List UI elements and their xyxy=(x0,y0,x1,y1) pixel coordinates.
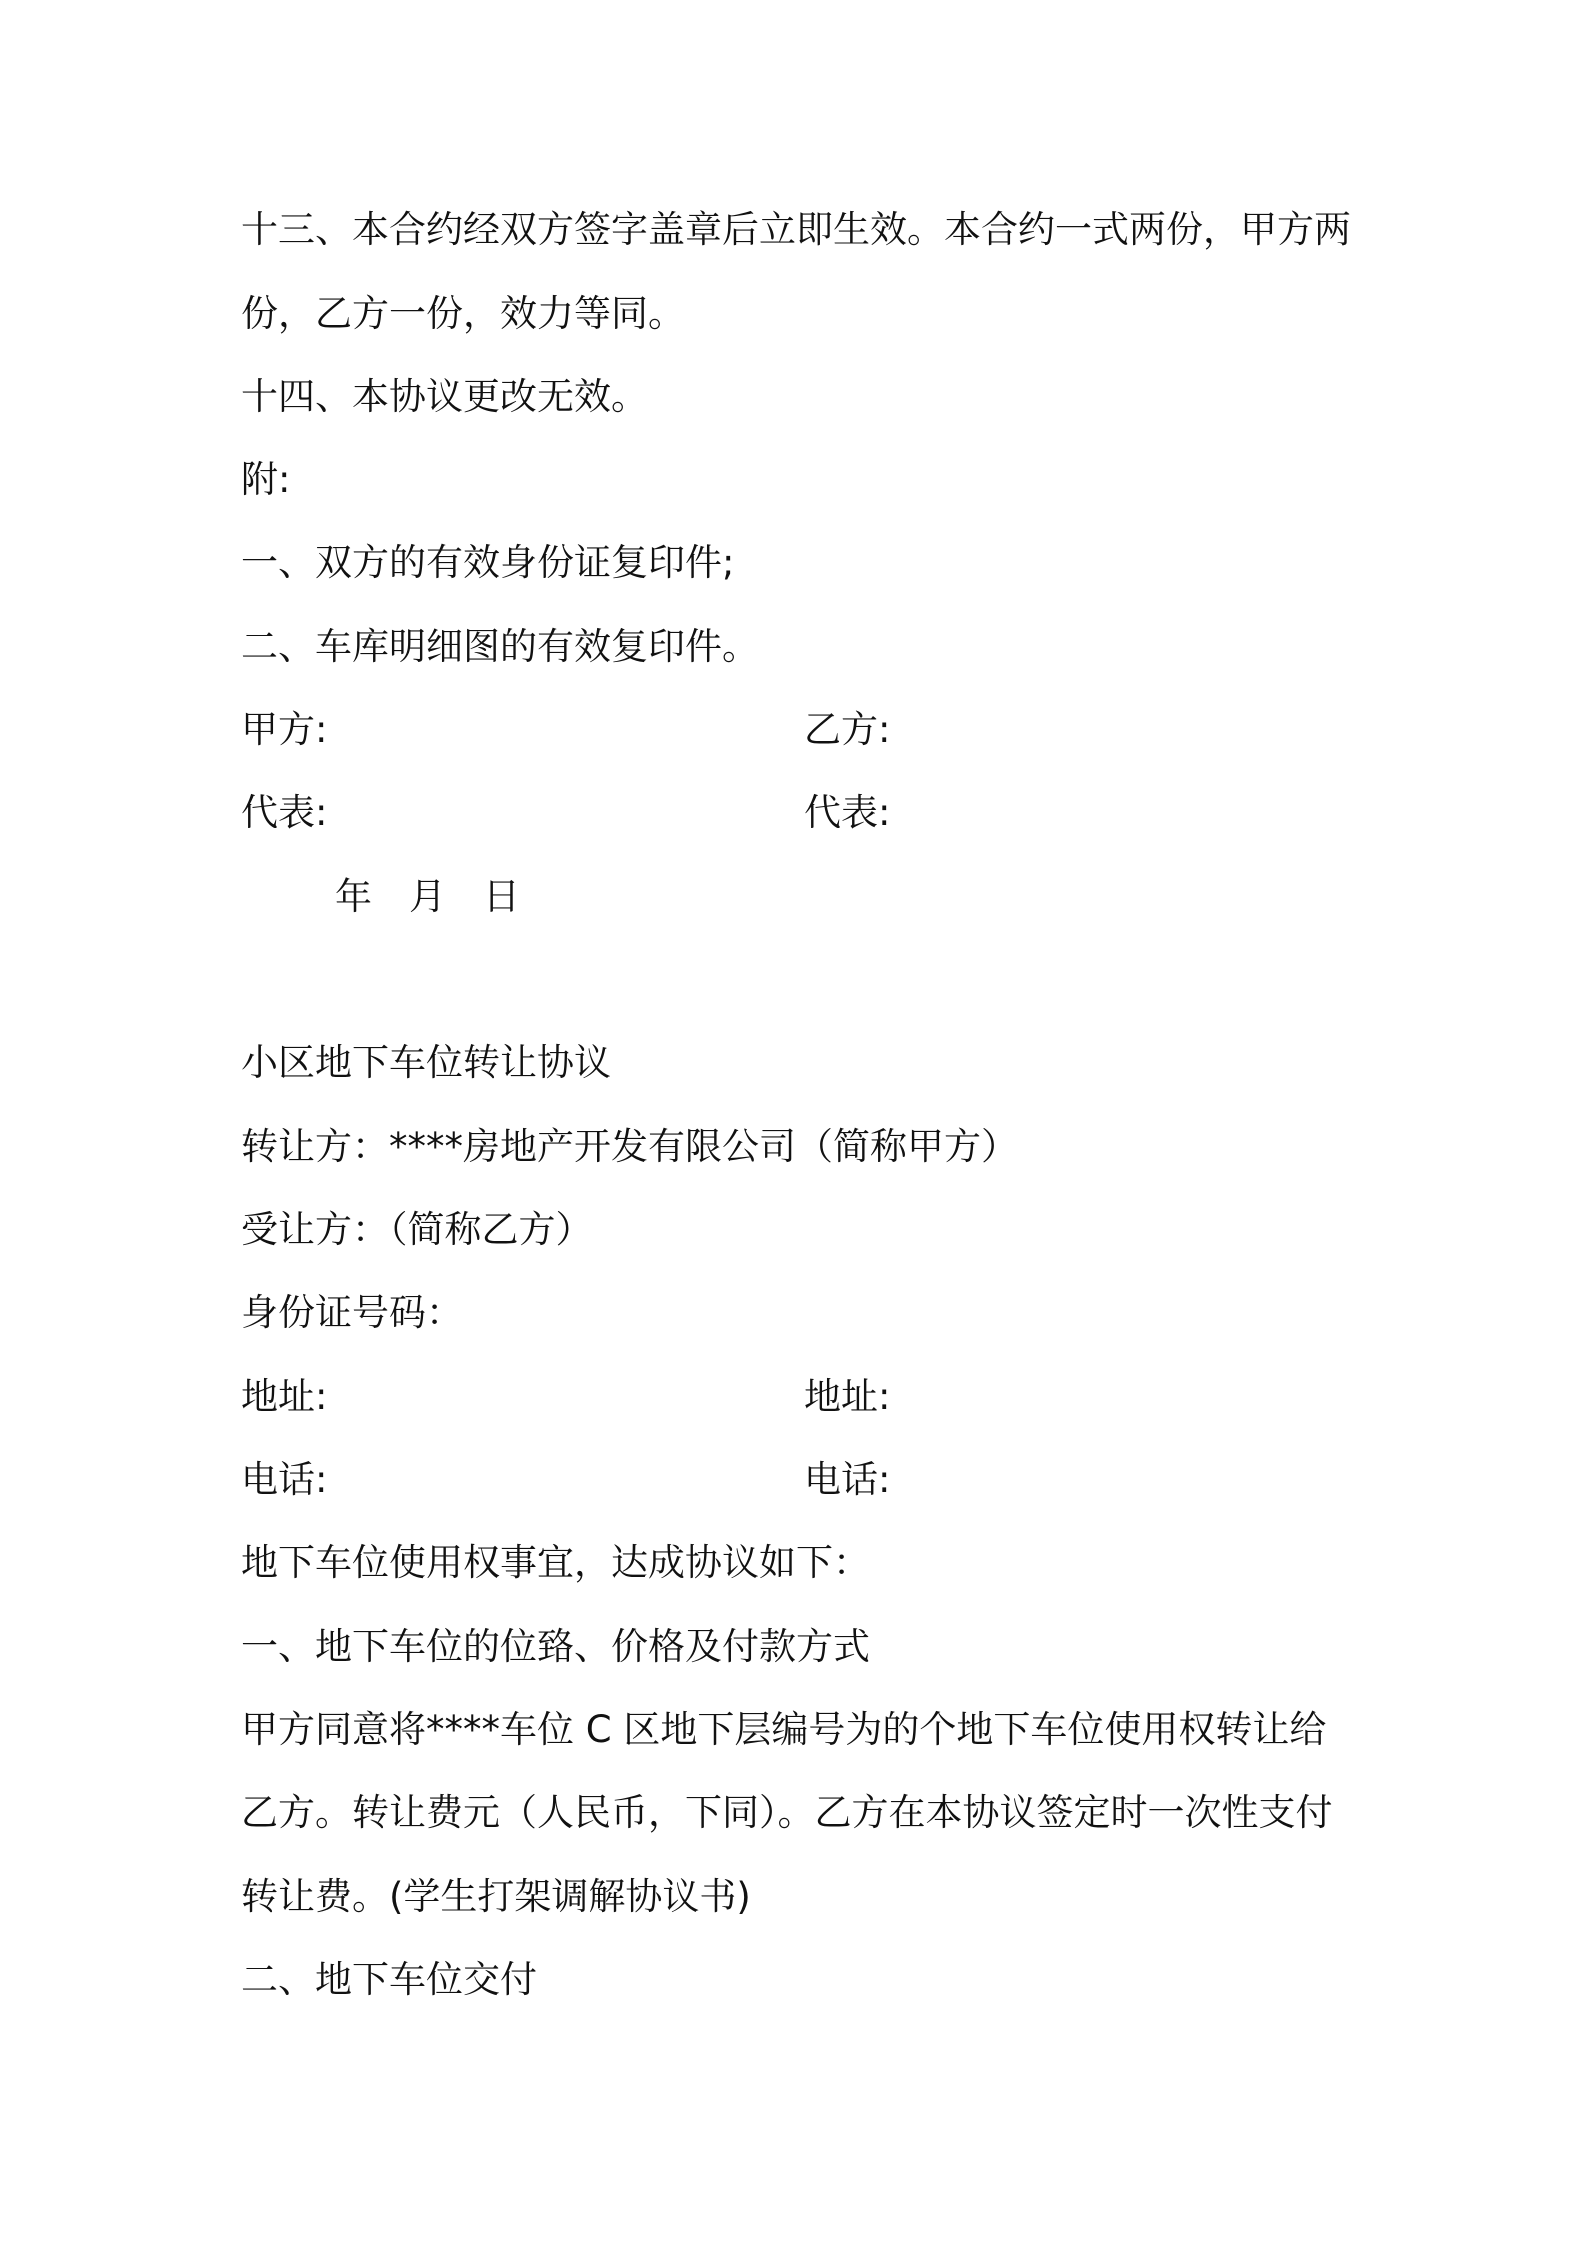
transferee-line: 受让方：（简称乙方） xyxy=(241,1208,593,1251)
agreement-intro: 地下车位使用权事宜，达成协议如下： xyxy=(241,1541,870,1584)
rep-b-label: 代表: xyxy=(804,791,891,834)
attachment-item-2: 二、车库明细图的有效复印件。 xyxy=(241,625,759,668)
clause-13-line-1: 十三、本合约经双方签字盖章后立即生效。本合约一式两份，甲方两 xyxy=(241,208,1351,251)
section-1-line-3: 转让费。(学生打架调解协议书) xyxy=(241,1875,751,1918)
party-a-label: 甲方: xyxy=(241,708,328,751)
id-number-line: 身份证号码： xyxy=(241,1291,463,1334)
phone-a-label: 电话: xyxy=(241,1458,328,1501)
party-b-label: 乙方: xyxy=(804,708,891,751)
phone-b-label: 电话: xyxy=(804,1458,891,1501)
section-2-heading: 二、地下车位交付 xyxy=(241,1958,537,2001)
section-1-line-2: 乙方。转让费元（人民币，下同）。乙方在本协议签定时一次性支付 xyxy=(241,1791,1333,1834)
attachments-heading: 附: xyxy=(241,458,291,501)
section-1-line-1: 甲方同意将****车位 C 区地下层编号为的个地下车位使用权转让给 xyxy=(241,1708,1327,1751)
phone-row xyxy=(241,1456,891,1504)
attachment-item-1: 一、双方的有效身份证复印件; xyxy=(241,541,735,584)
section-1-heading: 一、地下车位的位臵、价格及付款方式 xyxy=(241,1625,870,1668)
address-row xyxy=(241,1373,891,1421)
signature-date: 年 月 日 xyxy=(335,875,520,918)
agreement-title: 小区地下车位转让协议 xyxy=(241,1041,611,1084)
address-a-label: 地址: xyxy=(241,1375,328,1418)
clause-13-line-2: 份，乙方一份，效力等同。 xyxy=(241,292,685,335)
address-b-label: 地址: xyxy=(804,1375,891,1418)
representative-row xyxy=(241,789,891,837)
transferor-line: 转让方：****房地产开发有限公司（简称甲方） xyxy=(241,1125,1018,1168)
party-signature-row xyxy=(241,706,891,754)
clause-14: 十四、本协议更改无效。 xyxy=(241,375,648,418)
rep-a-label: 代表: xyxy=(241,791,328,834)
